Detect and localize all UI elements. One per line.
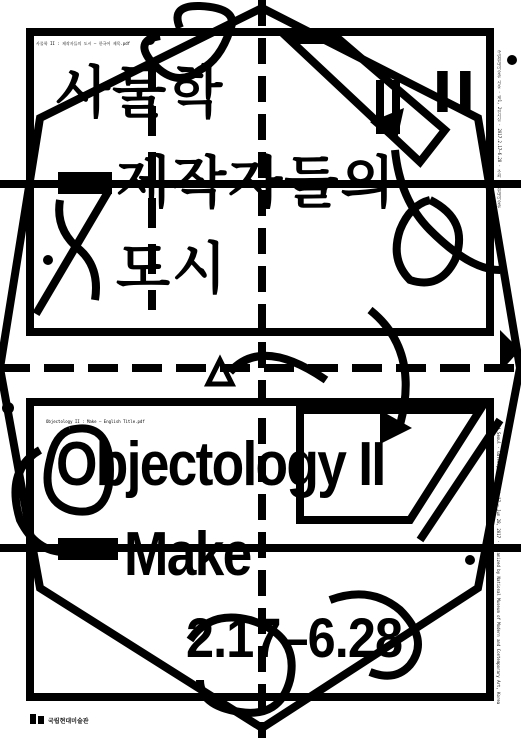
- roman-bar-2: [392, 80, 400, 134]
- side-info-kr: 국립현대미술관 서울 · 제1, 2전시실 · 2017.2.17–6.28 · 주최 국립현대미술관: [497, 50, 502, 208]
- dot-1: [2, 402, 14, 414]
- en-header-note: Objectology II : Make – English Title.pdf: [46, 419, 145, 424]
- blob-right-top: [397, 200, 459, 283]
- kr-header-note: 사물학 II : 제작자들의 도시 – 한국어 제목.pdf: [36, 41, 131, 46]
- title-en-line1: Objectology II: [56, 430, 385, 499]
- title-en-line2: Make: [124, 520, 251, 589]
- dot-2: [43, 255, 53, 265]
- roman-bar-1: [376, 80, 384, 134]
- bar-en-1: [58, 538, 118, 546]
- arrow-head-mid: [380, 410, 412, 444]
- bar-en-2: [58, 552, 118, 560]
- title-kr-line2: 제작자들의: [116, 151, 397, 216]
- dot-3: [465, 555, 475, 565]
- dot-4: [145, 35, 155, 45]
- title-kr-roman: II: [432, 61, 478, 126]
- dot-5: [507, 55, 517, 65]
- logo-mark-a: [30, 714, 36, 724]
- title-kr-line3: 도시: [116, 237, 229, 302]
- bar-kr-1: [58, 172, 112, 180]
- exhibition-dates: 2.17–6.28: [186, 606, 403, 669]
- logo-mark-b: [38, 716, 44, 724]
- title-kr-line1: 사물학: [56, 61, 225, 126]
- bar-kr-2: [58, 186, 112, 194]
- museum-logo-text: 국립현대미술관: [48, 718, 89, 725]
- side-info-en: MMCA Seoul · Gallery 1, 2 · Feb 17 – Jun 28, 2017 · Organized by National Museum of Modern and Contemporary Art, Korea: [496, 420, 501, 705]
